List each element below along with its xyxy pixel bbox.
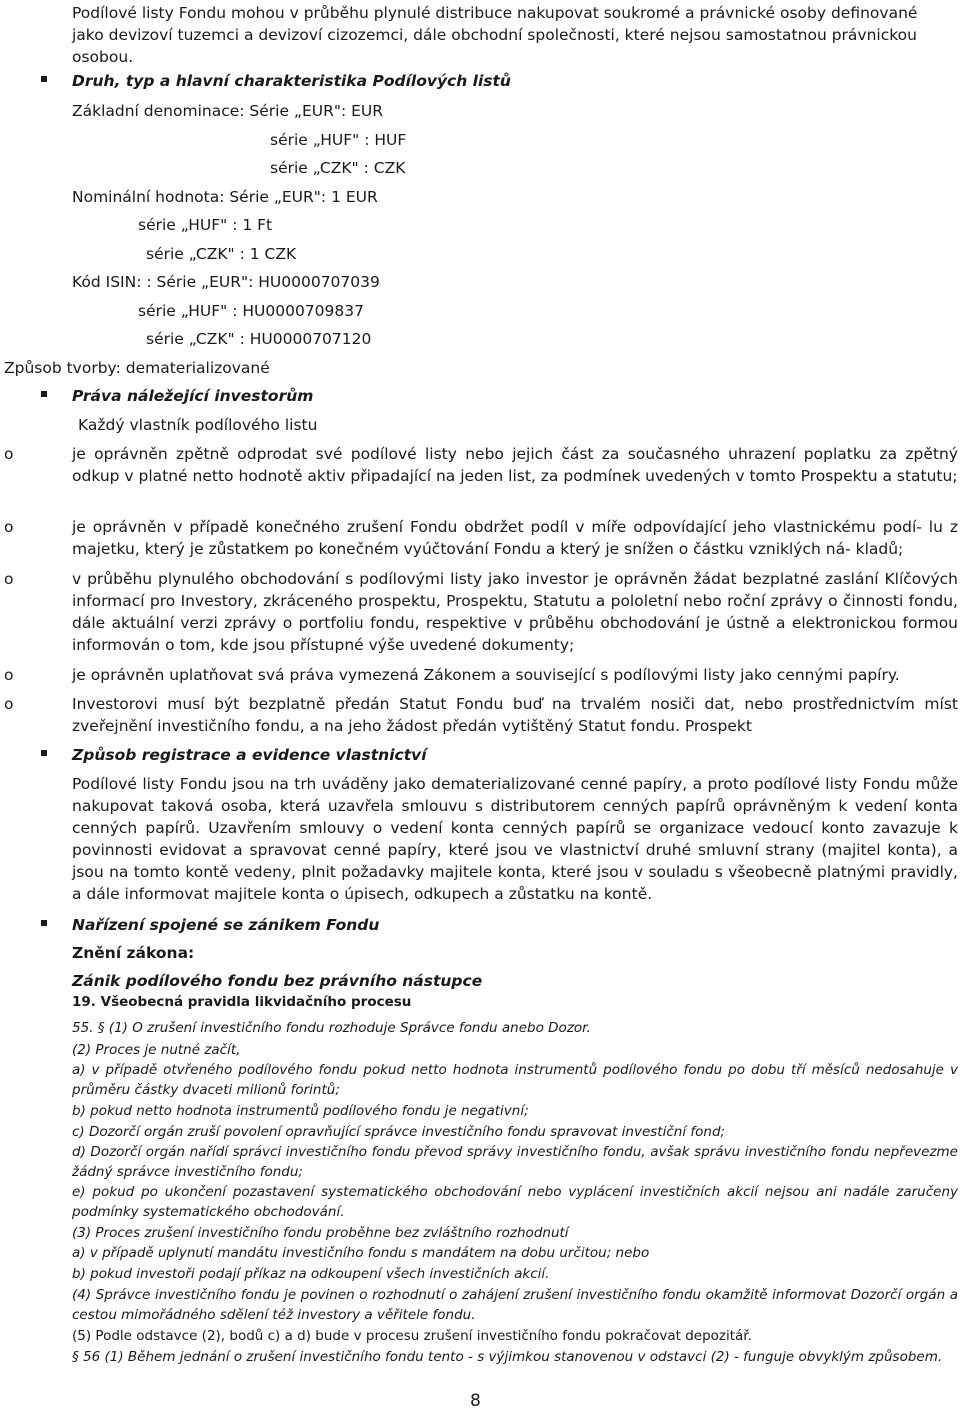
law-point-d: d) Dozorčí orgán nařídí správci investičního fondu převod správy investičního fondu, avšak správu investičního fondu nepřevezme žádný správce investičního fondu;	[72, 1144, 958, 1180]
isin-czk: série „CZK" : HU0000707120	[146, 330, 372, 348]
prava-intro: Každý vlastník podílového listu	[78, 416, 318, 434]
intro-line-3: osobou.	[72, 48, 134, 66]
denominace-line: Základní denominace: Série „EUR": EUR	[72, 102, 384, 120]
circle-bullet: o	[4, 445, 14, 463]
law-point-b: b) pokud netto hodnota instrumentů podílového fondu je negativní;	[72, 1103, 529, 1119]
denominace-czk: série „CZK" : CZK	[270, 159, 406, 177]
intro-line-1: Podílové listy Fondu mohou v průběhu plynulé distribuce nakupovat soukromé a právnické osoby definované	[72, 4, 918, 22]
section-heading-registrace: Způsob registrace a evidence vlastnictví	[72, 746, 427, 764]
law-paragraph-55-1: 55. § (1) O zrušení investičního fondu rozhoduje Správce fondu anebo Dozor.	[72, 1020, 591, 1036]
prava-item-4: je oprávněn uplatňovat svá práva vymezená Zákonem a související s podílovými listy jako cennými papíry.	[72, 666, 900, 684]
nominalni-line: Nominální hodnota: Série „EUR": 1 EUR	[72, 188, 378, 206]
prava-item-3: v průběhu plynulého obchodování s podílovými listy jako investor je oprávněn žádat bezplatné zaslání Klíčových informací pro Investory, zkráceného prospektu, Prospektu, Statutu a pololetní nebo roční zprávy o činnosti fondu, dále aktuální verzi zprávy o portfoliu fondu, respektive v průběhu obchodování je ústně a elektronickou formou informován o tom, kde jsou přístupné výše uvedené dokumenty;	[72, 570, 958, 654]
page-number: 8	[470, 1391, 481, 1411]
square-bullet-icon	[41, 76, 47, 82]
circle-bullet: o	[4, 695, 14, 713]
isin-line: Kód ISIN: : Série „EUR": HU0000707039	[72, 273, 380, 291]
denominace-huf: série „HUF" : HUF	[270, 131, 407, 149]
law-paragraph-55-2: (2) Proces je nutné začít,	[72, 1042, 241, 1058]
isin-huf: série „HUF" : HU0000709837	[138, 302, 364, 320]
nominalni-czk: série „CZK" : 1 CZK	[146, 245, 297, 263]
law-point-e: e) pokud po ukončení pozastavení systematického obchodování nebo vyplácení investičních akcií nejsou ani nadále zaručeny podmínky systematického obchodování.	[72, 1184, 958, 1220]
law-paragraph-3-b: b) pokud investoři podají příkaz na odkoupení všech investičních akcií.	[72, 1266, 550, 1282]
prava-item-1: je oprávněn zpětně odprodat své podílové listy nebo jejich část za současného uhrazení poplatku za zpětný odkup v platné netto hodnotě aktiv připadající na jeden list, za podmínek uvedených v tomto Prospektu a statutu;	[72, 445, 958, 485]
law-paragraph-56: § 56 (1) Během jednání o zrušení investičního fondu tento - s výjimkou stanovenou v odstavci (2) - funguje obvyklým způsobem.	[72, 1349, 943, 1365]
square-bullet-icon	[41, 391, 47, 397]
section-heading-druh: Druh, typ a hlavní charakteristika Podílových listů	[72, 72, 511, 90]
law-paragraph-3-a: a) v případě uplynutí mandátu investičního fondu s mandátem na dobu určitou; nebo	[72, 1245, 650, 1261]
zanik-heading: Zánik podílového fondu bez právního nástupce	[72, 972, 483, 990]
registrace-text: Podílové listy Fondu jsou na trh uváděny jako dematerializované cenné papíry, a proto podílové listy Fondu může nakupovat taková osoba, která uzavřela smlouvu s distributorem cenných papírů oprávněným k vedení konta cenných papírů. Uzavřením smlouvy o vedení konta cenných papírů se organizace vedoucí konto zavazuje k povinnosti evidovat a spravovat cenné papíry, které jsou ve vlastnictví druhé smluvní strany (majitel konta), a jsou na tomto kontě vedeny, plnit požadavky majitele konta, které jsou v souladu s všeobecně platnými pravidly, a dále informovat majitele konta o úpisech, odkupech a zůstatku na kontě.	[72, 775, 958, 903]
section-19-heading: 19. Všeobecná pravidla likvidačního procesu	[72, 994, 412, 1010]
section-heading-prava: Práva náležející investorům	[72, 387, 314, 405]
square-bullet-icon	[41, 750, 47, 756]
intro-line-2: jako devizoví tuzemci a devizoví cizozemci, dále obchodní společnosti, které nejsou samostatnou právnickou	[72, 26, 917, 44]
circle-bullet: o	[4, 666, 14, 684]
law-point-c: c) Dozorčí orgán zruší povolení opravňující správce investičního fondu spravovat investiční fond;	[72, 1124, 726, 1140]
nominalni-huf: série „HUF" : 1 Ft	[138, 216, 273, 234]
zneni-zakona: Znění zákona:	[72, 944, 195, 962]
zpusob-tvorby: Způsob tvorby: dematerializované	[4, 359, 270, 377]
law-paragraph-3: (3) Proces zrušení investičního fondu proběhne bez zvláštního rozhodnutí	[72, 1225, 569, 1241]
law-paragraph-4: (4) Správce investičního fondu je povinen o rozhodnutí o zahájení zrušení investičního fondu okamžitě informovat Dozorčí orgán a cestou mimořádného sdělení též investory a věřitele fondu.	[72, 1287, 958, 1323]
law-point-a: a) v případě otvřeného podílového fondu pokud netto hodnota instrumentů podílového fondu po dobu tří měsíců nedosahuje v průměru částky dvaceti milionů forintů;	[72, 1062, 958, 1098]
prava-item-5: Investorovi musí být bezplatně předán Statut Fondu buď na trvalém nosiči dat, nebo prostřednictvím míst zveřejnění investičního fondu, a na jeho žádost předán vytištěný Statut fondu. Prospekt	[72, 695, 958, 735]
circle-bullet: o	[4, 518, 14, 536]
prava-item-2: je oprávněn v případě konečného zrušení Fondu obdržet podíl v míře odpovídající jeho vlastnickému podí- lu z majetku, který je zůstatkem po konečném vyúčtování Fondu a který je snížen o částku vzniklých ná- kladů;	[72, 518, 958, 558]
square-bullet-icon	[41, 920, 47, 926]
section-heading-narizeni: Nařízení spojené se zánikem Fondu	[72, 916, 380, 934]
circle-bullet: o	[4, 570, 14, 588]
law-paragraph-5: (5) Podle odstavce (2), bodů c) a d) bude v procesu zrušení investičního fondu pokračovat depozitář.	[72, 1328, 752, 1344]
